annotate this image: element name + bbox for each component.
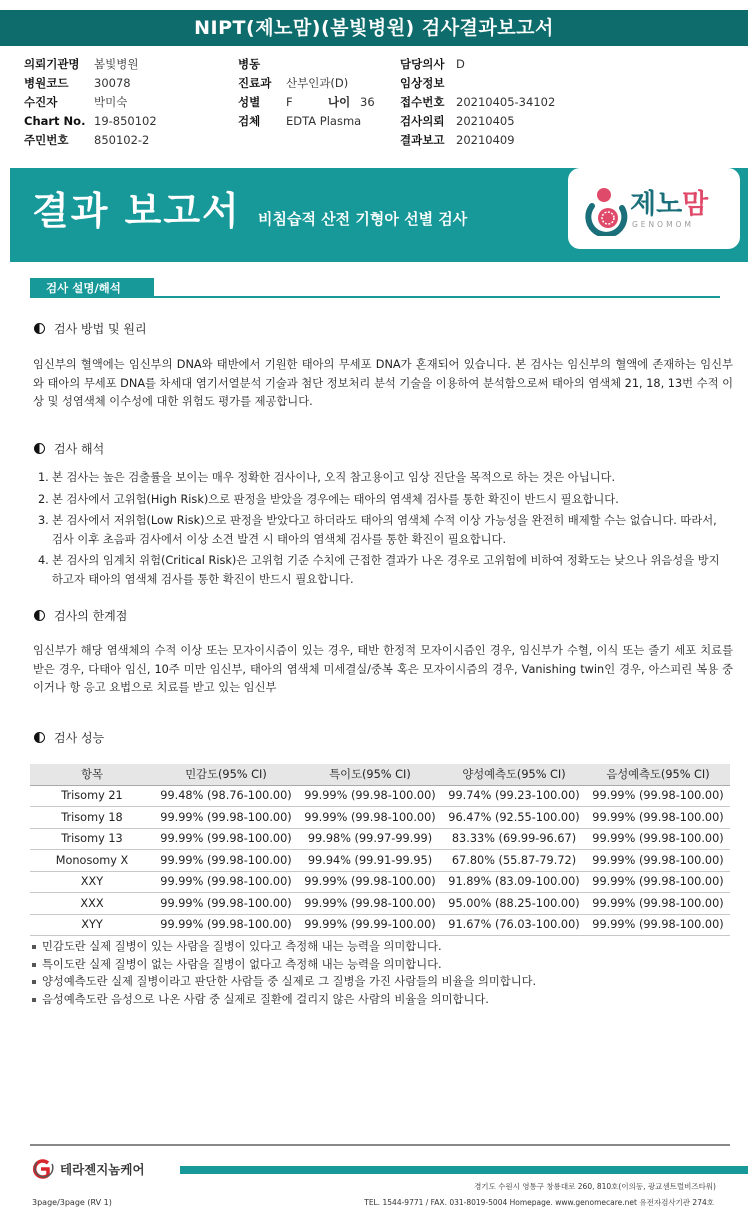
table-cell: 95.00% (88.25-100.00) [442, 893, 586, 915]
note-text: 특이도란 실제 질병이 없는 사람을 질병이 없다고 측정해 내는 능력을 의미합니다. [42, 957, 442, 971]
logo-text-b: 맘 [682, 189, 709, 220]
interpretation-heading [34, 440, 104, 457]
footer-accent-bar [180, 1166, 748, 1174]
table-cell: 91.67% (76.03-100.00) [442, 914, 586, 936]
table-cell: 99.99% (99.98-100.00) [586, 850, 730, 872]
table-cell: 99.99% (99.98-100.00) [586, 871, 730, 893]
info-label: 병원코드 [24, 76, 69, 90]
info-row [400, 55, 555, 74]
table-cell: 99.99% (99.98-100.00) [586, 807, 730, 829]
info-value: 20210405-34102 [456, 95, 556, 109]
info-value: 20210405 [456, 114, 515, 128]
info-row [24, 55, 157, 74]
footer-divider [30, 1144, 730, 1146]
footer-logo [28, 1158, 145, 1180]
note-text: 민감도란 실제 질병이 있는 사람을 질병이 있다고 측정해 내는 능력을 의미합니다. [42, 940, 442, 953]
table-cell: 99.99% (99.98-100.00) [586, 828, 730, 850]
report-title: NIPT(제노맘)(봄빛병원) 검사결과보고서 [0, 10, 748, 46]
table-cell: 99.99% (99.98-100.00) [154, 850, 298, 872]
table-cell: 83.33% (69.99-96.67) [442, 828, 586, 850]
info-label: 성별 [238, 95, 261, 109]
info-label: 접수번호 [400, 95, 445, 109]
list-text: 본 검사는 높은 검출률을 보이는 매우 정확한 검사이나, 오직 참고용이고 임상 진단을 목적으로 하는 것은 아닙니다. [52, 471, 616, 484]
table-cell: 99.99% (99.98-100.00) [154, 914, 298, 936]
info-label: 수진자 [24, 95, 58, 109]
column-header: 음성예측도(95% CI) [586, 764, 730, 785]
genomom-logo-icon [582, 184, 634, 236]
list-item [38, 491, 728, 510]
info-label: 병동 [238, 57, 261, 71]
info-value: 박미숙 [94, 95, 128, 109]
table-header-row [30, 764, 730, 785]
logo-text-a: 제노 [630, 189, 683, 220]
info-label: 결과보고 [400, 133, 445, 147]
limits-heading [34, 607, 127, 624]
table-cell: 99.94% (99.91-99.95) [298, 850, 442, 872]
note-text: 양성예측도란 실제 질병이라고 판단한 사람들 중 실제로 그 질병을 가진 사람들의 비율을 의미합니다. [42, 975, 537, 988]
row-label-cell: XXY [30, 871, 154, 893]
square-bullet-icon [32, 980, 36, 984]
info-row [400, 112, 555, 131]
info-label: 의뢰기관명 [24, 57, 80, 71]
info-row [24, 93, 157, 112]
info-row [238, 93, 375, 112]
info-value: 산부인과(D) [286, 76, 349, 90]
performance-table-body [30, 785, 730, 936]
performance-heading-text: 검사 성능 [54, 731, 105, 745]
list-item [38, 552, 728, 589]
terragen-logo-icon [28, 1158, 58, 1180]
footer-contact: TEL. 1544-9771 / FAX. 031-8019-5004 Homepage. www.genomecare.net 유전자검사기관 274호 [364, 1198, 714, 1207]
info-column-2 [238, 55, 375, 131]
page-number: 3page/3page (RV 1) [32, 1198, 112, 1207]
square-bullet-icon [32, 998, 36, 1002]
age-value: 36 [360, 95, 375, 109]
definitions-notes [32, 938, 536, 1008]
half-circle-icon [34, 610, 45, 621]
footer-address: 경기도 수원시 영통구 창룡대로 260, 810호(이의동, 광교센트럴비즈타워) [474, 1182, 716, 1191]
interpretation-heading-text: 검사 해석 [54, 442, 105, 456]
info-value: 20210409 [456, 133, 515, 147]
list-num: 2. [38, 492, 49, 506]
column-header: 민감도(95% CI) [154, 764, 298, 785]
method-heading-text: 검사 방법 및 원리 [54, 322, 147, 336]
logo-text [630, 182, 708, 221]
half-circle-icon [34, 323, 45, 334]
table-cell: 67.80% (55.87-79.72) [442, 850, 586, 872]
list-text: 본 검사에서 저위험(Low Risk)으로 판정을 받았다고 하더라도 태아의 염색체 수적 이상 가능성을 완전히 배제할 수는 없습니다. 따라서, 검사 이후 초음파 검사에서 이상 소견 발견 시 태아의 염색체 검사를 통한 확진이 필요합니다. [52, 514, 717, 546]
square-bullet-icon [32, 963, 36, 967]
list-num: 3. [38, 514, 49, 527]
table-cell: 96.47% (92.55-100.00) [442, 807, 586, 829]
note-item [32, 991, 536, 1009]
column-header: 특이도(95% CI) [298, 764, 442, 785]
info-row [400, 74, 555, 93]
table-cell: 99.99% (99.98-100.00) [298, 871, 442, 893]
info-row [24, 112, 157, 131]
info-value: EDTA Plasma [286, 114, 362, 128]
info-label: 임상정보 [400, 76, 445, 90]
table-cell: 99.99% (99.98-100.00) [298, 785, 442, 807]
row-label-cell: Trisomy 18 [30, 807, 154, 829]
method-text: 임신부의 혈액에는 임신부의 DNA와 태반에서 기원한 태아의 무세포 DNA가 혼재되어 있습니다. 본 검사는 임신부의 혈액에 존재하는 임신부와 태아의 무세포 DNA를 차세대 염기서열분석 기술과 첨단 정보처리 분석 기술을 이용하여 분석함으로써 태아의 염색체 21, 18, 13번 수적 이상 및 성염색체 이수성에 대한 위험도 평가를 제공합니다. [33, 358, 733, 408]
logo-subtext: GENOMOM [632, 220, 694, 229]
square-bullet-icon [32, 945, 36, 949]
age-label: 나이 [328, 95, 351, 109]
table-row [30, 785, 730, 807]
banner-title: 결과 보고서 [32, 189, 241, 233]
table-cell: 99.99% (99.98-100.00) [586, 893, 730, 915]
info-row [24, 74, 157, 93]
row-label-cell: XXX [30, 893, 154, 915]
info-row [238, 112, 375, 131]
limits-text: 임신부가 해당 염색체의 수적 이상 또는 모자이시즘이 있는 경우, 태반 한정적 모자이시즘인 경우, 임신부가 수혈, 이식 또는 줄기 세포 치료를 받은 경우, 다태아 임신, 10주 미만 임신부, 태아의 염색체 미세결실/중복 혹은 모자이시즘의 경우, Vanishing twin인 경우, 아스피린 복용 중이거나 항 응고 요법으로 치료를 받고 있는 임신부 [33, 644, 733, 694]
table-cell: 99.74% (99.23-100.00) [442, 785, 586, 807]
info-column-1 [24, 55, 157, 150]
list-text: 본 검사의 임계치 위험(Critical Risk)은 고위험 기준 수치에 근접한 결과가 나온 경우로 고위험에 비하여 정확도는 낮으나 위음성을 방지하고자 태아의 염색체 검사를 통한 확진이 반드시 필요합니다. [52, 554, 720, 586]
table-cell: 99.99% (99.99-100.00) [298, 914, 442, 936]
banner-subtitle: 비침습적 산전 기형아 선별 검사 [258, 210, 468, 228]
method-heading [34, 320, 147, 337]
info-column-3 [400, 55, 555, 150]
note-item [32, 973, 536, 991]
table-cell: 99.99% (99.98-100.00) [586, 785, 730, 807]
info-label: Chart No. [24, 114, 86, 128]
list-num: 1. [38, 471, 49, 484]
list-item [38, 512, 728, 549]
table-row [30, 914, 730, 936]
row-label-cell: Trisomy 13 [30, 828, 154, 850]
table-row [30, 807, 730, 829]
info-label: 검체 [238, 114, 261, 128]
table-cell: 99.98% (99.97-99.99) [298, 828, 442, 850]
info-value: D [456, 57, 465, 71]
footer-company: 테라젠지놈케어 [60, 1162, 145, 1177]
info-label: 검사의뢰 [400, 114, 445, 128]
info-value: 19-850102 [94, 114, 157, 128]
table-cell: 99.99% (99.98-100.00) [154, 893, 298, 915]
section-header-label: 검사 설명/해석 [30, 278, 154, 298]
column-header: 항목 [30, 764, 154, 785]
table-cell: 99.99% (99.98-100.00) [298, 893, 442, 915]
info-row [400, 93, 555, 112]
info-value: 850102-2 [94, 133, 150, 147]
note-item [32, 956, 536, 974]
table-cell: 91.89% (83.09-100.00) [442, 871, 586, 893]
table-cell: 99.99% (99.98-100.00) [154, 871, 298, 893]
row-label-cell: XYY [30, 914, 154, 936]
info-row [238, 74, 375, 93]
list-text: 본 검사에서 고위험(High Risk)으로 판정을 받았을 경우에는 태아의 염색체 검사를 통한 확진이 반드시 필요합니다. [52, 492, 619, 506]
table-cell: 99.99% (99.98-100.00) [154, 828, 298, 850]
performance-heading [34, 729, 104, 746]
table-row [30, 850, 730, 872]
info-label: 진료과 [238, 76, 272, 90]
table-cell: 99.99% (99.98-100.00) [298, 807, 442, 829]
info-value: F [286, 95, 293, 109]
interpretation-list [38, 469, 728, 592]
performance-table [30, 764, 730, 936]
table-row [30, 893, 730, 915]
table-cell: 99.99% (99.98-100.00) [154, 807, 298, 829]
section-header [30, 278, 720, 298]
list-num: 4. [38, 554, 49, 567]
genomom-logo [568, 168, 740, 249]
note-item [32, 938, 536, 956]
info-row [24, 131, 157, 150]
info-row [238, 55, 375, 74]
note-text: 음성예측도란 음성으로 나온 사람 중 실제로 질환에 걸리지 않은 사람의 비율을 의미합니다. [42, 992, 489, 1006]
limits-heading-text: 검사의 한계점 [54, 609, 128, 623]
info-label: 주민번호 [24, 133, 69, 147]
info-row [400, 131, 555, 150]
table-cell: 99.99% (99.98-100.00) [586, 914, 730, 936]
list-item [38, 469, 728, 488]
info-label: 담당의사 [400, 57, 445, 71]
column-header: 양성예측도(95% CI) [442, 764, 586, 785]
half-circle-icon [34, 443, 45, 454]
row-label-cell: Trisomy 21 [30, 785, 154, 807]
table-row [30, 828, 730, 850]
half-circle-icon [34, 732, 45, 743]
table-cell: 99.48% (98.76-100.00) [154, 785, 298, 807]
table-row [30, 871, 730, 893]
info-value: 봄빛병원 [94, 57, 139, 71]
info-value: 30078 [94, 76, 131, 90]
row-label-cell: Monosomy X [30, 850, 154, 872]
